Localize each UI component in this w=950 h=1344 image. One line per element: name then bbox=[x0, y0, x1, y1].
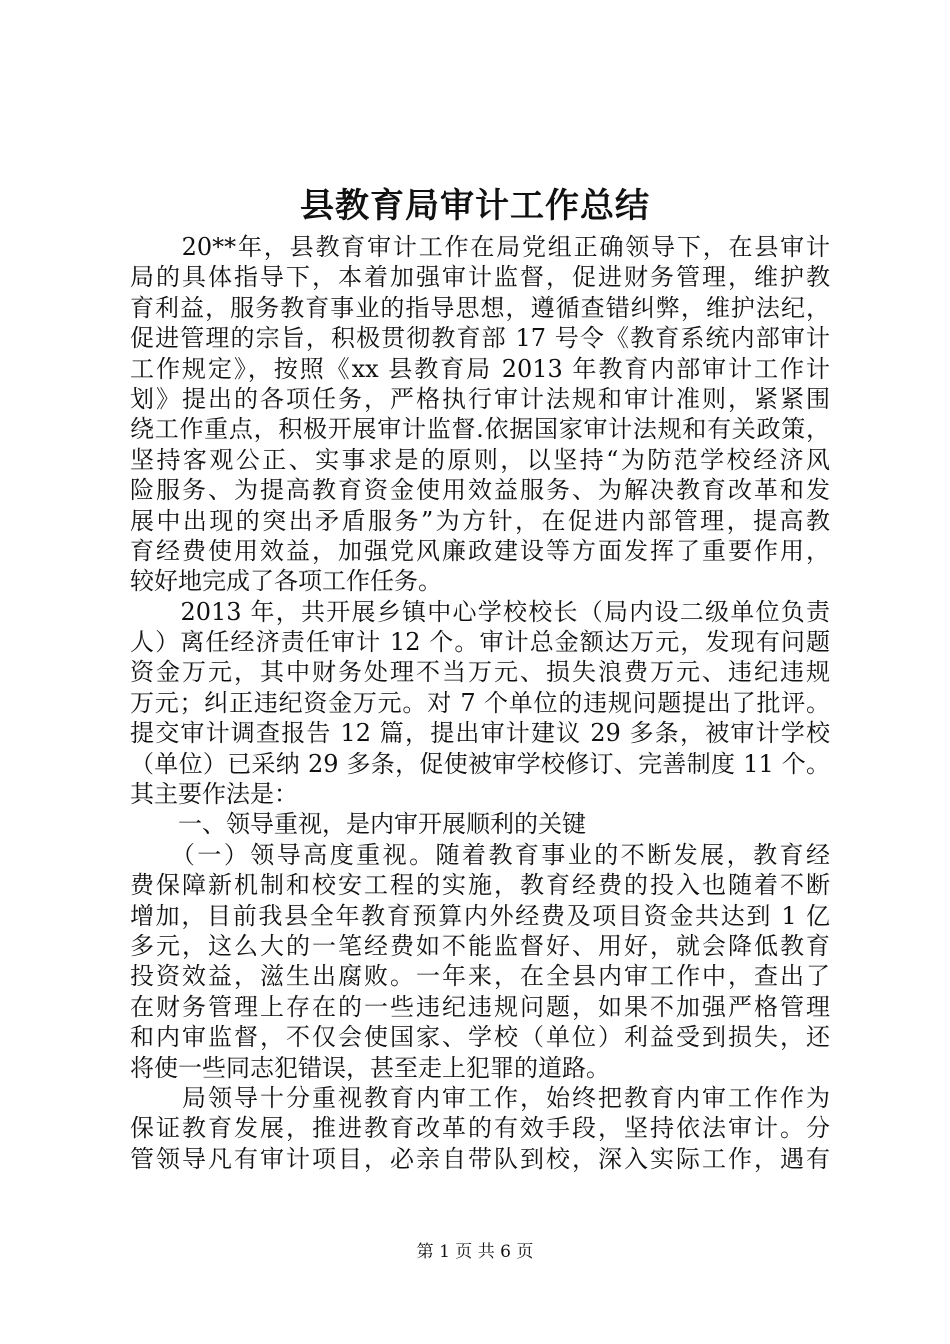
page-footer: 第 1 页 共 6 页 bbox=[416, 1242, 534, 1262]
text-line: 险服务、为提高教育资金使用效益服务、为解决教育改革和发 bbox=[130, 476, 830, 505]
text-line: 资金万元，其中财务处理不当万元、损失浪费万元、违纪违规 bbox=[130, 658, 830, 687]
text-line: 在财务管理上存在的一些违纪违规问题，如果不加强严格管理 bbox=[130, 992, 830, 1021]
text-line: 和内审监督，不仅会使国家、学校（单位）利益受到损失，还 bbox=[130, 1023, 830, 1052]
text-line: 保证教育发展，推进教育改革的有效手段，坚持依法审计。分 bbox=[130, 1114, 830, 1143]
text-line: 2013 年，共开展乡镇中心学校校长（局内设二级单位负责 bbox=[130, 597, 830, 626]
text-line: 万元；纠正违纪资金万元。对 7 个单位的违规问题提出了批评。 bbox=[130, 688, 830, 717]
text-line: 费保障新机制和校安工程的实施，教育经费的投入也随着不断 bbox=[130, 871, 830, 900]
text-line: 局领导十分重视教育内审工作，始终把教育内审工作作为 bbox=[130, 1083, 830, 1112]
text-line: 坚持客观公正、实事求是的原则，以坚持“为防范学校经济风 bbox=[130, 445, 830, 474]
text-line: 增加，目前我县全年教育预算内外经费及项目资金共达到 1 亿 bbox=[130, 901, 830, 930]
text-line: 促进管理的宗旨，积极贯彻教育部 17 号令《教育系统内部审计 bbox=[130, 324, 830, 353]
text-line: 投资效益，滋生出腐败。一年来，在全县内审工作中，查出了 bbox=[130, 962, 830, 991]
text-line: 其主要作法是： bbox=[130, 780, 298, 809]
text-line: 一、领导重视，是内审开展顺利的关键 bbox=[130, 810, 586, 839]
document-body bbox=[130, 232, 830, 1174]
text-line: 育利益，服务教育事业的指导思想，遵循查错纠弊，维护法纪， bbox=[130, 293, 830, 322]
text-line: 划》提出的各项任务，严格执行审计法规和审计准则，紧紧围 bbox=[130, 384, 830, 413]
text-line: 较好地完成了各项工作任务。 bbox=[130, 567, 442, 596]
text-line: 绕工作重点，积极开展审计监督.依据国家审计法规和有关政策， bbox=[130, 415, 830, 444]
text-line: 展中出现的突出矛盾服务”为方针，在促进内部管理，提高教 bbox=[130, 506, 830, 535]
text-line: 提交审计调查报告 12 篇，提出审计建议 29 多条，被审计学校 bbox=[130, 719, 830, 748]
text-line: 人）离任经济责任审计 12 个。审计总金额达万元，发现有问题 bbox=[130, 628, 830, 657]
text-line: 育经费使用效益，加强党风廉政建设等方面发挥了重要作用， bbox=[130, 536, 830, 565]
text-line: 局的具体指导下，本着加强审计监督，促进财务管理，维护教 bbox=[130, 263, 830, 292]
text-line: 工作规定》，按照《xx 县教育局 2013 年教育内部审计工作计 bbox=[130, 354, 830, 383]
document-title: 县教育局审计工作总结 bbox=[300, 186, 650, 226]
text-line: 将使一些同志犯错误，甚至走上犯罪的道路。 bbox=[130, 1053, 610, 1082]
text-line: （单位）已采纳 29 多条，促使被审学校修订、完善制度 11 个。 bbox=[130, 749, 830, 778]
text-line: 20**年，县教育审计工作在局党组正确领导下，在县审计 bbox=[130, 233, 830, 261]
text-line: 多元，这么大的一笔经费如不能监督好、用好，就会降低教育 bbox=[130, 931, 830, 960]
text-line: （一）领导高度重视。随着教育事业的不断发展，教育经 bbox=[130, 840, 830, 869]
text-line: 管领导凡有审计项目，必亲自带队到校，深入实际工作，遇有 bbox=[130, 1144, 830, 1173]
